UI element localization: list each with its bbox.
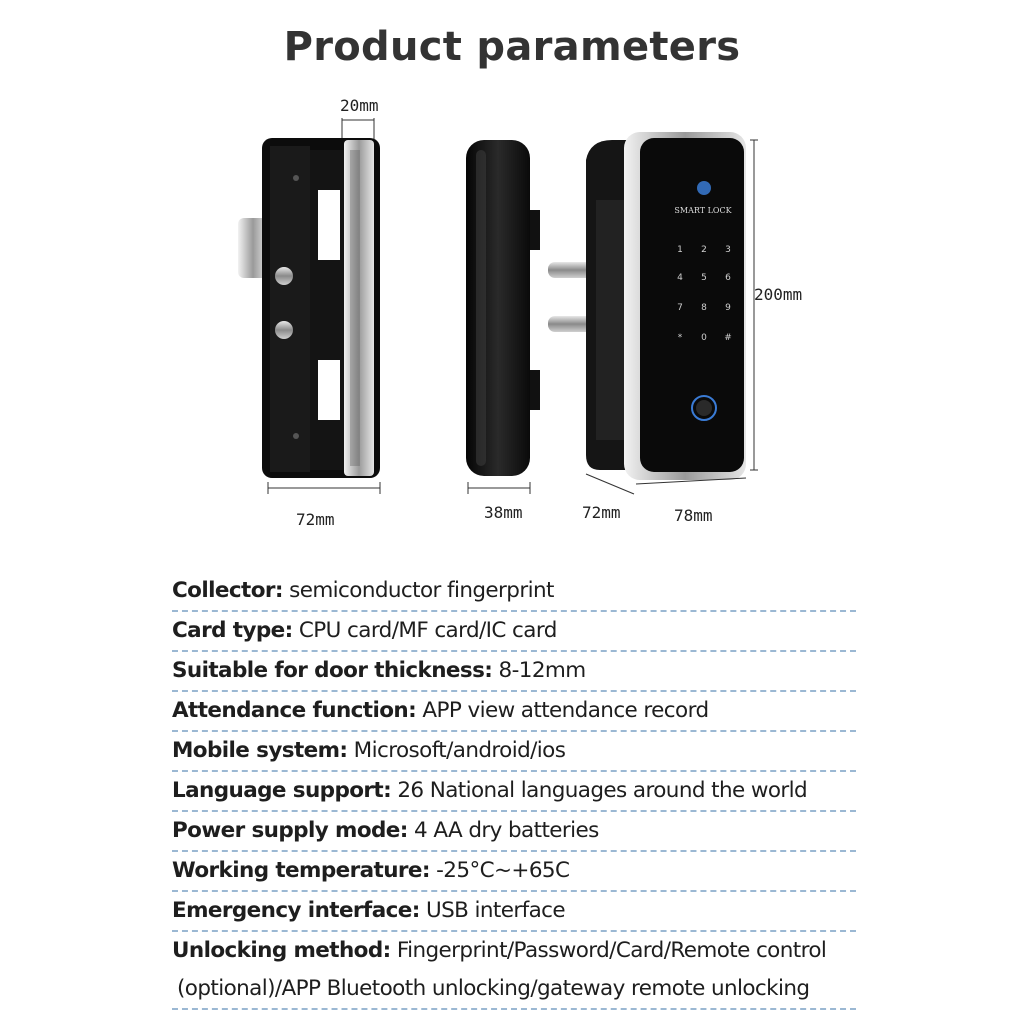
- keypad-key: 9: [725, 303, 731, 313]
- spec-key: Card type:: [172, 618, 293, 643]
- spec-row: [172, 852, 856, 892]
- spec-row: [172, 732, 856, 772]
- spec-value: USB interface: [419, 898, 566, 923]
- spec-row: [172, 572, 856, 612]
- dim-height: 200mm: [754, 285, 803, 304]
- spec-row: [172, 812, 856, 852]
- lock-edge-view: [466, 140, 540, 494]
- keypad-key: 3: [725, 245, 731, 255]
- spec-list: [172, 572, 856, 1010]
- keypad-key: *: [677, 333, 683, 343]
- spec-key: Collector:: [172, 578, 283, 603]
- spec-value: APP view attendance record: [416, 698, 709, 723]
- spec-value: 4 AA dry batteries: [407, 818, 599, 843]
- keypad-key: 0: [701, 333, 707, 343]
- dim-side-width: 72mm: [296, 510, 335, 529]
- keypad-key: 7: [677, 303, 683, 313]
- keypad-key: 2: [701, 245, 707, 255]
- keypad-key: 6: [725, 273, 731, 283]
- spec-value: -25°C~+65C: [429, 858, 570, 883]
- keypad-key: 4: [677, 273, 683, 283]
- lock-front-view: [548, 132, 758, 494]
- spec-key: Mobile system:: [172, 738, 348, 763]
- spec-value: semiconductor fingerprint: [282, 578, 554, 603]
- keypad-key: 5: [701, 273, 707, 283]
- smart-lock-label: SMART LOCK: [674, 206, 732, 215]
- spec-value: CPU card/MF card/IC card: [292, 618, 557, 643]
- spec-key: Language support:: [172, 778, 392, 803]
- page-title: Product parameters: [283, 24, 741, 70]
- spec-key: Attendance function:: [172, 698, 417, 723]
- spec-value: 8-12mm: [492, 658, 586, 683]
- spec-key: Emergency interface:: [172, 898, 420, 923]
- spec-value: 26 National languages around the world: [391, 778, 808, 803]
- spec-key: Suitable for door thickness:: [172, 658, 493, 683]
- dim-top-width: 20mm: [340, 96, 379, 115]
- spec-row: [172, 892, 856, 932]
- spec-key: Unlocking method:: [172, 938, 391, 963]
- spec-row: [172, 612, 856, 652]
- keypad-key: 8: [701, 303, 707, 313]
- dim-front-depth: 72mm: [582, 503, 621, 522]
- spec-row: [172, 652, 856, 692]
- spec-row: [172, 692, 856, 732]
- spec-row: [172, 932, 856, 970]
- spec-row: [172, 772, 856, 812]
- lock-side-view: [238, 118, 380, 494]
- spec-row-continuation: (optional)/APP Bluetooth unlocking/gateway remote unlocking: [172, 970, 856, 1010]
- spec-value: Microsoft/android/ios: [347, 738, 566, 763]
- spec-value: Fingerprint/Password/Card/Remote control: [390, 938, 827, 963]
- spec-key: Working temperature:: [172, 858, 430, 883]
- keypad-key: 1: [677, 245, 683, 255]
- dim-front-width: 78mm: [674, 506, 713, 525]
- keypad-key: #: [724, 333, 732, 343]
- spec-key: Power supply mode:: [172, 818, 408, 843]
- dim-depth: 38mm: [484, 503, 523, 522]
